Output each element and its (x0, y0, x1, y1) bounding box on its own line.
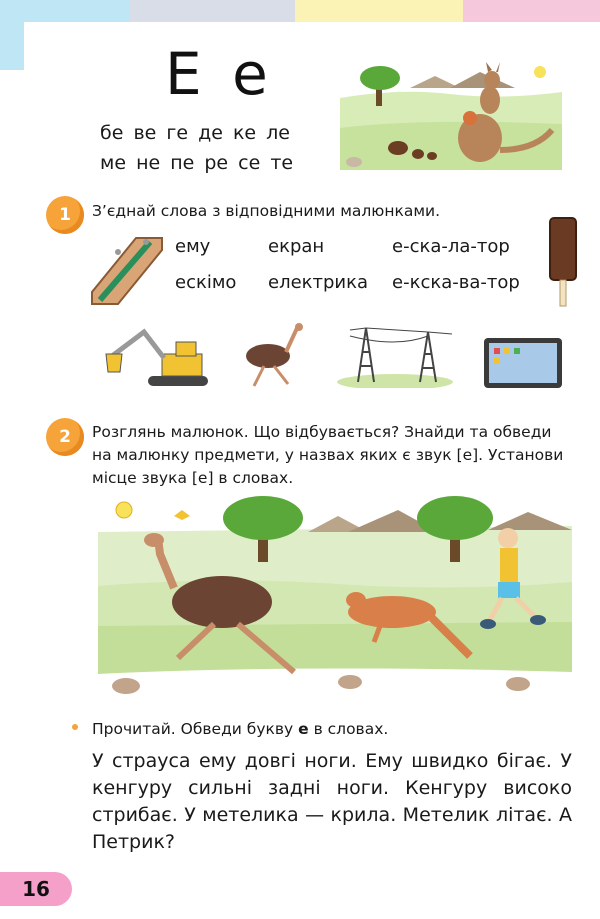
reading-instruction-suffix: в словах. (308, 720, 389, 738)
letter-heading (165, 40, 274, 108)
excavator-icon (104, 326, 212, 388)
reading-instruction-letter: е (298, 720, 309, 738)
scene-illustration (98, 496, 572, 696)
page-number: 16 (0, 872, 72, 906)
task-2-line-2: на малюнку предмети, у назвах яких є звук [е]. Установи (92, 446, 564, 464)
task-1-instruction: З’єднай слова з відповідними малюнками. (92, 202, 441, 220)
task-2-line-1: Розглянь малюнок. Що відбувається? Знайди та обведи (92, 423, 552, 441)
escalator-icon (88, 234, 168, 308)
kangaroo-illustration (340, 58, 562, 170)
letter-upper: Е (165, 40, 208, 108)
task-1-badge: 1 (46, 196, 84, 234)
word-ekran: екран (268, 236, 325, 257)
letter-lower: е (232, 40, 274, 108)
word-emu: ему (175, 236, 211, 257)
reading-instruction (92, 718, 388, 741)
tablet-screen-icon (482, 336, 564, 390)
word-ekskavator: е-кска-ва-тор (392, 272, 520, 293)
top-color-stripe (0, 0, 600, 22)
task-2-instruction (92, 421, 563, 490)
ice-cream-icon (546, 216, 582, 308)
word-elektryka: електрика (268, 272, 369, 293)
power-lines-icon (336, 322, 454, 388)
task-2-badge: 2 (46, 418, 84, 456)
bullet-dot (72, 724, 78, 730)
reading-text: У страуса ему довгі ноги. Ему швидко бігає. У кенгуру сильні задні ноги. Кенгуру високо стрибає. У метелика — крила. Метелик літає. А Петрик? (92, 750, 572, 853)
syllables-row-2: ме не пе ре се те (100, 152, 294, 174)
syllables-row-1: бе ве ге де ке ле (100, 122, 290, 144)
word-eskimo: ескімо (175, 272, 237, 293)
ostrich-icon (238, 322, 308, 390)
word-eskalator: е-ска-ла-тор (392, 236, 510, 257)
task-2-line-3: місце звука [е] в словах. (92, 469, 294, 487)
corner-decoration (0, 0, 24, 70)
reading-instruction-prefix: Прочитай. Обведи букву (92, 720, 299, 738)
